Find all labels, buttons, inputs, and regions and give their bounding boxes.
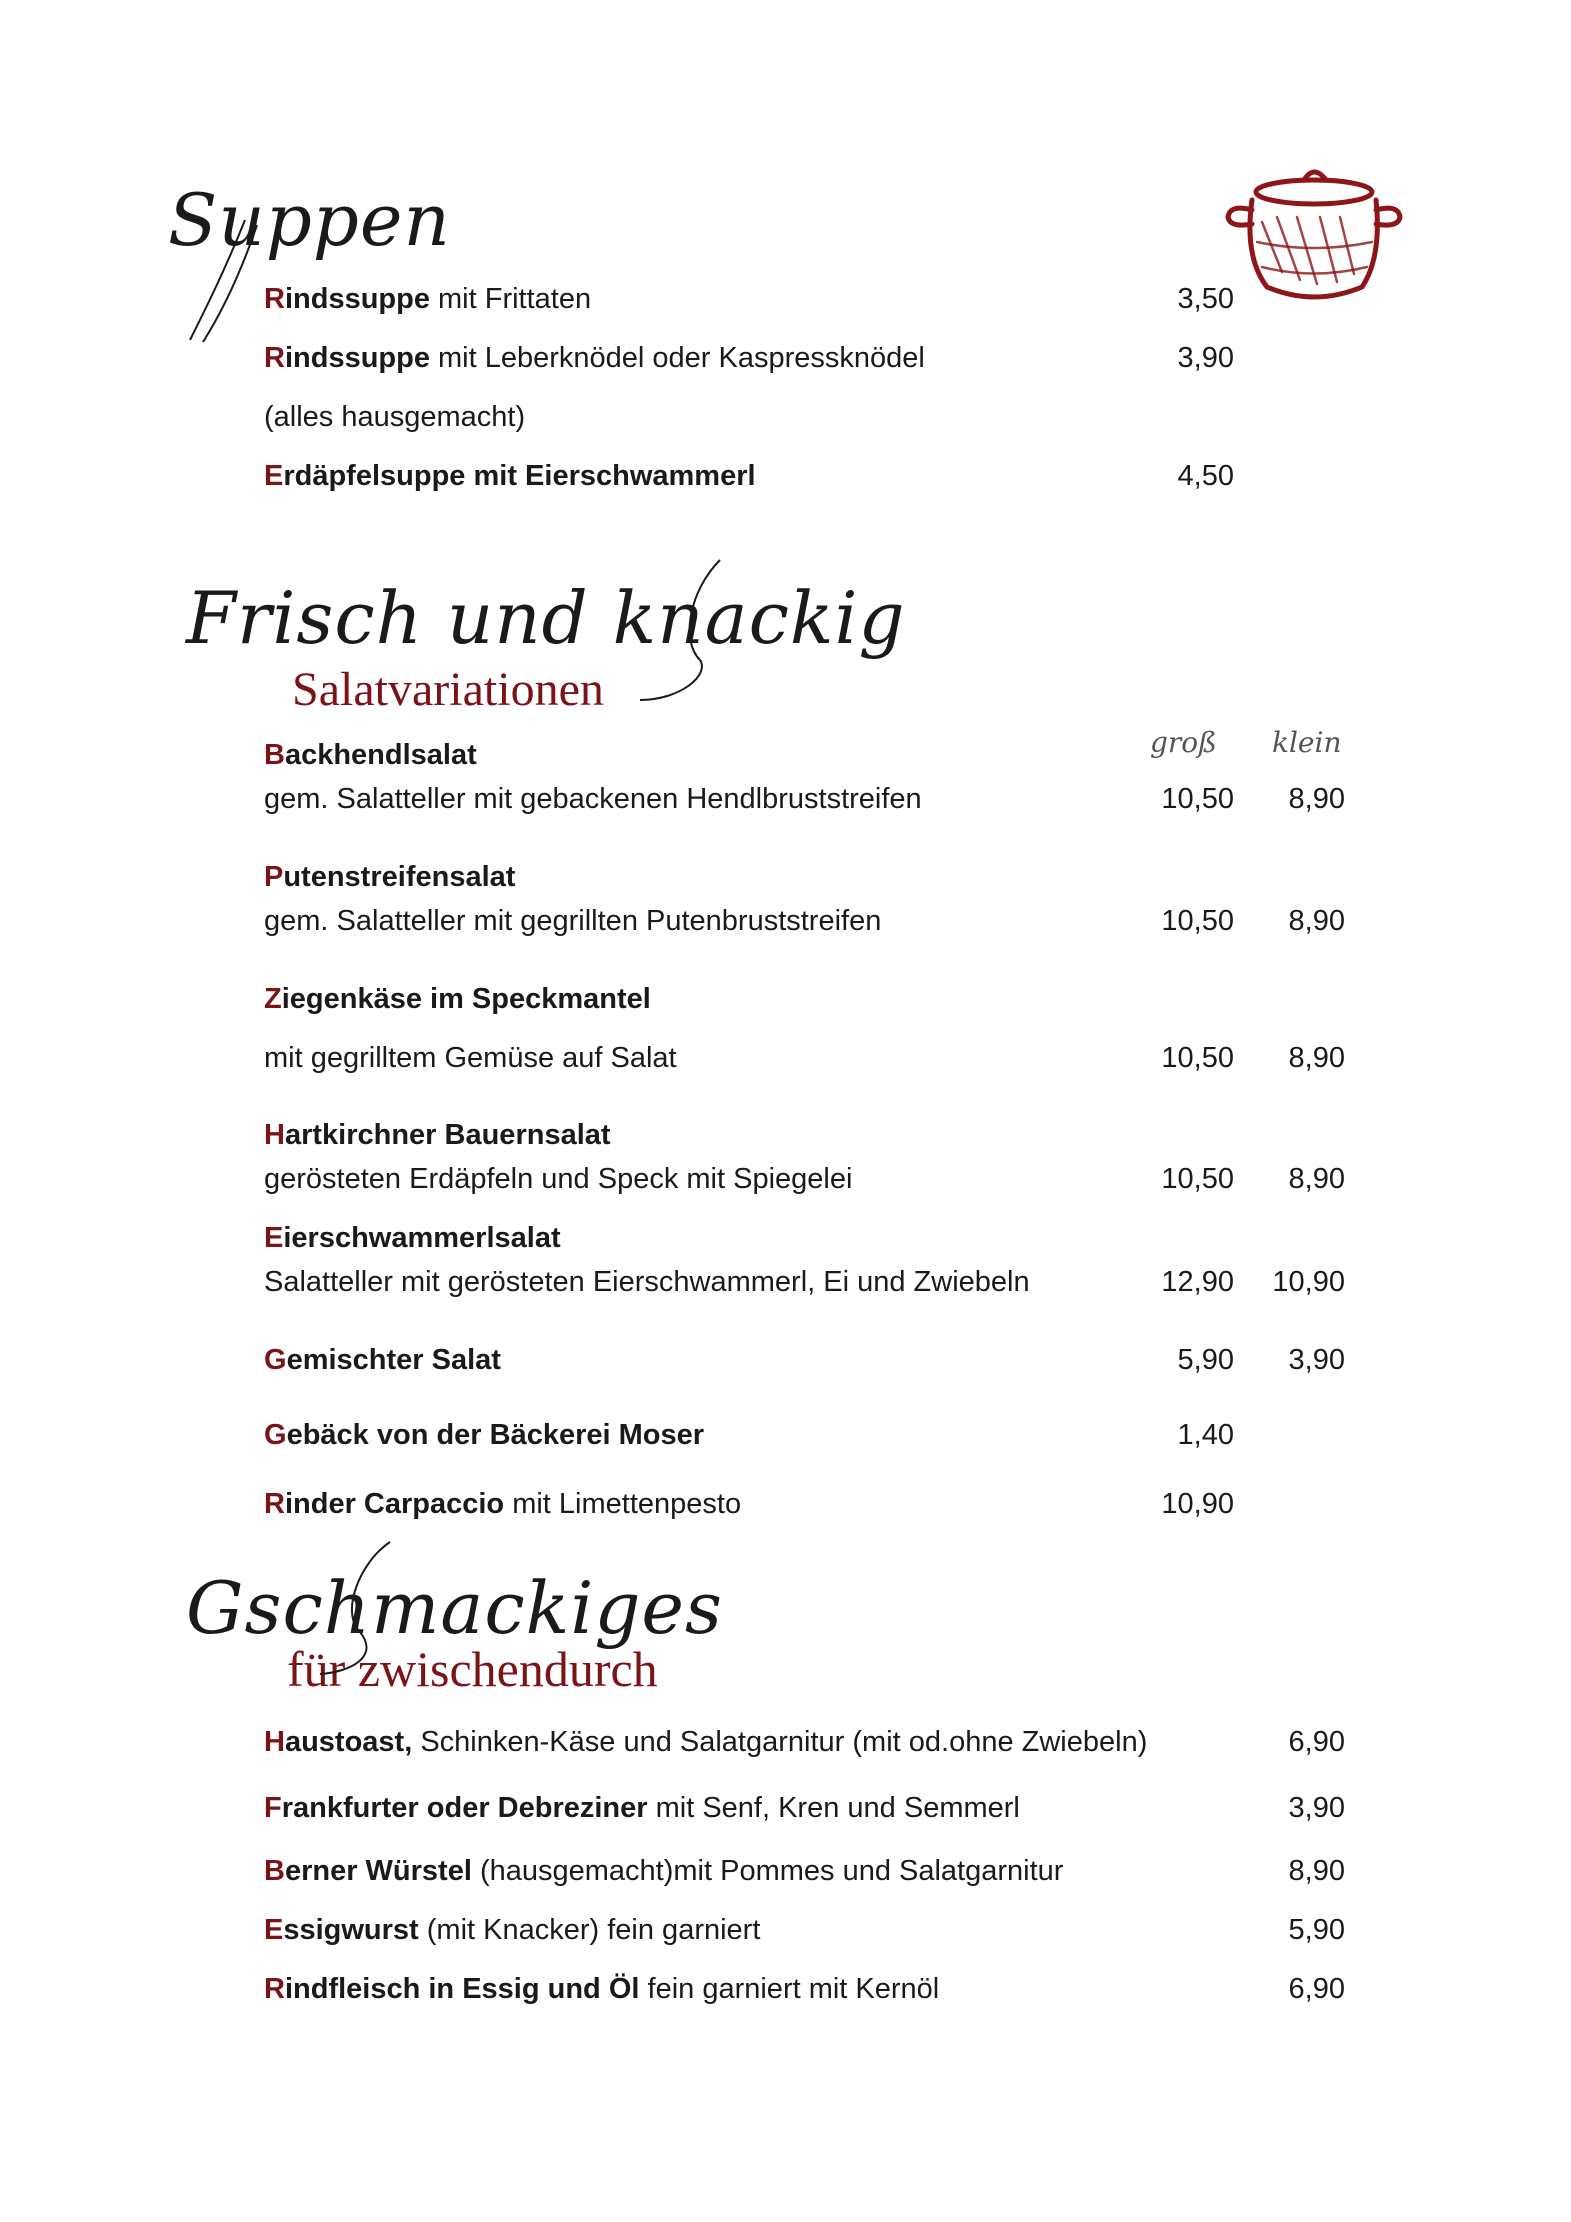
price-klein: 10,90: [1272, 1266, 1345, 1298]
list-item-title: Hartkirchner Bauernsalat: [264, 1119, 611, 1151]
list-item-title: Putenstreifensalat: [264, 861, 516, 893]
price: 3,90: [1288, 1792, 1345, 1824]
column-label-klein: klein: [1272, 726, 1342, 759]
list-item: Rindssuppe mit Frittaten: [264, 283, 592, 315]
section-heading-salate: Frisch und knackig: [186, 576, 906, 660]
price: 3,50: [1177, 283, 1234, 315]
note: (alles hausgemacht): [264, 401, 526, 433]
price: 3,90: [1177, 342, 1234, 374]
list-item: Erdäpfelsuppe mit Eierschwammerl: [264, 460, 756, 492]
price: 5,90: [1288, 1914, 1345, 1946]
price-klein: 8,90: [1288, 783, 1345, 815]
list-item: Rindssuppe mit Leberknödel oder Kaspressknödel: [264, 342, 925, 374]
list-item-title: Ziegenkäse im Speckmantel: [264, 983, 651, 1015]
price-gross: 5,90: [1177, 1344, 1234, 1376]
heading-flourish: [600, 550, 740, 710]
list-item-desc: mit gegrilltem Gemüse auf Salat: [264, 1042, 677, 1074]
section-subheading-salate: Salatvariationen: [292, 663, 604, 716]
column-label-gross: groß: [1150, 726, 1217, 759]
price-gross: 10,50: [1161, 905, 1234, 937]
list-item: Rindfleisch in Essig und Öl fein garniert mit Kernöl: [264, 1973, 940, 2005]
price: 6,90: [1288, 1726, 1345, 1758]
heading-flourish: [185, 210, 265, 350]
price-gross: 10,90: [1161, 1488, 1234, 1520]
list-item-desc: gem. Salatteller mit gegrillten Putenbruststreifen: [264, 905, 882, 937]
price-gross: 12,90: [1161, 1266, 1234, 1298]
list-item: Gemischter Salat: [264, 1344, 501, 1376]
list-item-desc: Salatteller mit gerösteten Eierschwammerl, Ei und Zwiebeln: [264, 1266, 1030, 1298]
cooking-pot-icon: [1222, 162, 1407, 312]
section-subheading-zwischendurch: für zwischendurch: [287, 1641, 658, 1697]
price-klein: 8,90: [1288, 1042, 1345, 1074]
price: 8,90: [1288, 1855, 1345, 1887]
list-item: Essigwurst (mit Knacker) fein garniert: [264, 1914, 761, 1946]
list-item: Rinder Carpaccio mit Limettenpesto: [264, 1488, 742, 1520]
price-klein: 8,90: [1288, 905, 1345, 937]
price-gross: 10,50: [1161, 1163, 1234, 1195]
list-item-desc: gem. Salatteller mit gebackenen Hendlbruststreifen: [264, 783, 922, 815]
section-heading-suppen: Suppen: [168, 178, 451, 262]
list-item: Gebäck von der Bäckerei Moser: [264, 1419, 705, 1451]
price: 6,90: [1288, 1973, 1345, 2005]
list-item: Frankfurter oder Debreziner mit Senf, Kren und Semmerl: [264, 1792, 1020, 1824]
price-klein: 3,90: [1288, 1344, 1345, 1376]
price-klein: 8,90: [1288, 1163, 1345, 1195]
heading-flourish: [290, 1532, 410, 1682]
list-item: Haustoast, Schinken-Käse und Salatgarnitur (mit od.ohne Zwiebeln): [264, 1726, 1148, 1758]
list-item: Berner Würstel (hausgemacht)mit Pommes und Salatgarnitur: [264, 1855, 1064, 1887]
price-gross: 10,50: [1161, 1042, 1234, 1074]
section-heading-zwischendurch: Gschmackiges: [186, 1566, 723, 1650]
list-item-desc: gerösteten Erdäpfeln und Speck mit Spiegelei: [264, 1163, 853, 1195]
price-gross: 10,50: [1161, 783, 1234, 815]
list-item-title: Backhendlsalat: [264, 739, 477, 771]
price: 4,50: [1177, 460, 1234, 492]
price-gross: 1,40: [1177, 1419, 1234, 1451]
list-item-title: Eierschwammerlsalat: [264, 1222, 561, 1254]
